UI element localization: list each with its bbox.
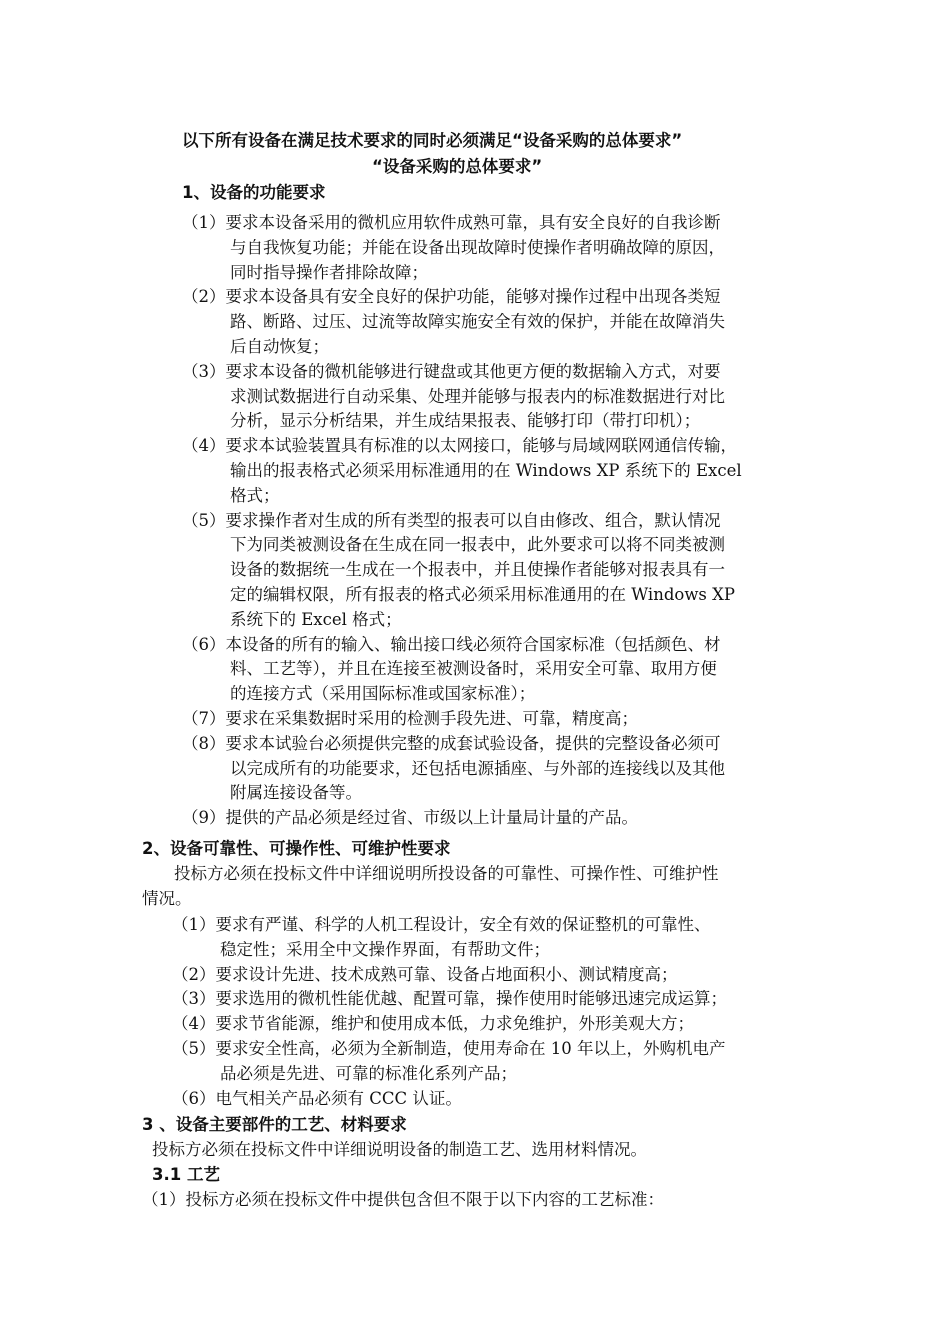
list-item-line: 后自动恢复； — [230, 337, 329, 356]
list-item-line: 下为同类被测设备在生成在同一报表中，此外要求可以将不同类被测 — [230, 535, 725, 555]
section-3-heading: 3 、设备主要部件的工艺、材料要求 — [142, 1115, 407, 1134]
list-item-line: 求测试数据进行自动采集、处理并能够与报表内的标准数据进行对比 — [230, 386, 725, 406]
section-3-1-heading: 3.1 工艺 — [152, 1165, 220, 1184]
list-item-line: 定的编辑权限，所有报表的格式必须采用标准通用的在 Windows XP — [230, 585, 735, 604]
list-item-line: 格式； — [230, 485, 280, 505]
list-item-line: （4）要求节省能源，维护和使用成本低，力求免维护，外形美观大方； — [172, 1014, 694, 1034]
list-item-line: （5）要求安全性高，必须为全新制造，使用寿命在 10 年以上，外购机电产 — [172, 1039, 726, 1058]
list-item-line: （3）要求选用的微机性能优越、配置可靠，操作使用时能够迅速完成运算； — [172, 989, 727, 1009]
section-3-1-item-1: （1）投标方必须在投标文件中提供包含但不限于以下内容的工艺标准： — [142, 1190, 664, 1209]
list-item-line: 料、工艺等），并且在连接至被测设备时，采用安全可靠、取用方便 — [230, 659, 717, 679]
list-item-line: （4）要求本试验装置具有标准的以太网接口，能够与局域网联网通信传输， — [182, 436, 737, 456]
section-2-intro-line-1: 投标方必须在投标文件中详细说明所投设备的可靠性、可操作性、可维护性 — [174, 864, 719, 883]
list-item-line: （6）电气相关产品必须有 CCC 认证。 — [172, 1088, 462, 1108]
section-2-heading: 2、设备可靠性、可操作性、可维护性要求 — [142, 839, 451, 858]
list-item-line: 系统下的 Excel 格式； — [230, 609, 402, 629]
section-1-heading: 1、设备的功能要求 — [182, 183, 326, 202]
list-item-line: 路、断路、过压、过流等故障实施安全有效的保护，并能在故障消失 — [230, 312, 725, 332]
doc-title-1: 以下所有设备在满足技术要求的同时必须满足“设备采购的总体要求” — [182, 131, 683, 150]
list-item-line: （5）要求操作者对生成的所有类型的报表可以自由修改、组合，默认情况 — [182, 510, 721, 530]
list-item-line: （9）提供的产品必须是经过省、市级以上计量局计量的产品。 — [182, 808, 638, 828]
list-item-line: 与自我恢复功能；并能在设备出现故障时使操作者明确故障的原因， — [230, 237, 725, 257]
list-item-line: 同时指导操作者排除故障； — [230, 262, 428, 282]
section-3-intro: 投标方必须在投标文件中详细说明设备的制造工艺、选用材料情况。 — [152, 1140, 647, 1159]
section-2-intro-line-2: 情况。 — [142, 889, 192, 908]
list-item-line: （1）要求有严谨、科学的人机工程设计，安全有效的保证整机的可靠性、 — [172, 915, 711, 934]
list-item-line: （2）要求设计先进、技术成熟可靠、设备占地面积小、测试精度高； — [172, 964, 678, 984]
list-item-line: （8）要求本试验台必须提供完整的成套试验设备，提供的完整设备必须可 — [182, 733, 721, 753]
doc-title-2: “设备采购的总体要求” — [372, 157, 543, 176]
list-item-line: 稳定性；采用全中文操作界面，有帮助文件； — [220, 939, 550, 959]
list-item-line: 以完成所有的功能要求，还包括电源插座、与外部的连接线以及其他 — [230, 758, 725, 778]
list-item-line: （7）要求在采集数据时采用的检测手段先进、可靠，精度高； — [182, 709, 638, 728]
list-item-line: 分析，显示分析结果，并生成结果报表、能够打印（带打印机）； — [230, 411, 701, 431]
list-item-line: （2）要求本设备具有安全良好的保护功能，能够对操作过程中出现各类短 — [182, 287, 721, 307]
list-item-line: 附属连接设备等。 — [230, 783, 362, 803]
list-item-line: 品必须是先进、可靠的标准化系列产品； — [220, 1063, 517, 1083]
list-item-line: （6）本设备的所有的输入、输出接口线必须符合国家标准（包括颜色、材 — [182, 634, 721, 654]
list-item-line: 的连接方式（采用国际标准或国家标准）； — [230, 684, 536, 704]
list-item-line: 设备的数据统一生成在一个报表中，并且使操作者能够对报表具有一 — [230, 560, 725, 580]
list-item-line: （1）要求本设备采用的微机应用软件成熟可靠，具有安全良好的自我诊断 — [182, 213, 721, 232]
list-item-line: （3）要求本设备的微机能够进行键盘或其他更方便的数据输入方式，对要 — [182, 361, 721, 381]
list-item-line: 输出的报表格式必须采用标准通用的在 Windows XP 系统下的 Excel — [230, 461, 742, 480]
